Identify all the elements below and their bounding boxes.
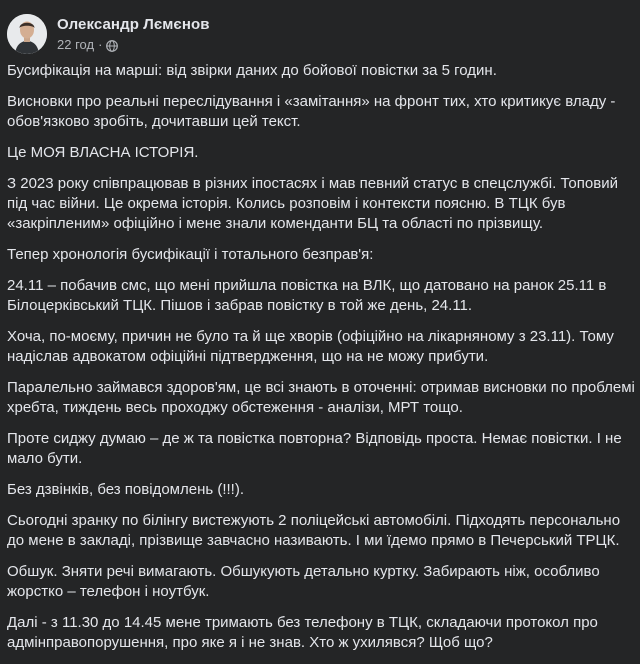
avatar-image	[7, 14, 47, 54]
post-paragraph: 24.11 – побачив смс, що мені прийшла повістка на ВЛК, що датовано на ранок 25.11 в Білоцерківський ТЦК. Пішов і забрав повістку в той же день, 24.11.	[7, 277, 607, 314]
post-timestamp[interactable]: 22 год	[57, 37, 95, 52]
post-paragraph: Це МОЯ ВЛАСНА ІСТОРІЯ.	[7, 144, 199, 161]
post-paragraph: Обшук. Зняти речі вимагають. Обшукують детально куртку. Забирають ніж, особливо жорстко – телефон і ноутбук.	[7, 563, 600, 600]
post-paragraph: Проте сиджу думаю – де ж та повістка повторна? Відповідь проста. Немає повістки. І не мало бути.	[7, 430, 622, 467]
author-name[interactable]: Олександр Лємєнов	[57, 16, 210, 33]
meta-separator: ·	[98, 37, 103, 52]
post-paragraph: Висновки про реальні переслідування і «замітання» на фронт тих, хто критикує владу - обов'язково зробіть, дочитавши цей текст.	[7, 93, 616, 130]
post-paragraph: З 2023 року співпрацював в різних іпостасях і мав певний статус в спецслужбі. Топовий під час війни. Це окрема історія. Колись розповім і контексти поясню. В ТЦК був «закріпленим» офіційно і мене знали коменданти БЦ та області по прізвищу.	[7, 175, 618, 232]
author-block	[57, 15, 210, 53]
post-body	[7, 61, 637, 664]
post-paragraph: Тепер хронологія бусифікації і тотального безправ'я:	[7, 246, 374, 263]
post-header	[7, 10, 210, 58]
post-paragraph: Далі - з 11.30 до 14.45 мене тримають без телефону в ТЦК, складаючи протокол про адмінправопорушення, про яке я і не знав. Хто ж ухилявся? Щоб що?	[7, 614, 598, 651]
author-avatar[interactable]	[7, 14, 47, 54]
post-paragraph: Паралельно займався здоров'ям, це всі знають в оточенні: отримав висновки по проблемі хребта, тиждень весь проходжу обстеження - аналізи, МРТ тощо.	[7, 379, 635, 416]
globe-icon[interactable]	[106, 39, 118, 51]
post-meta	[57, 36, 210, 53]
post-paragraph: Без дзвінків, без повідомлень (!!!).	[7, 481, 244, 498]
post-paragraph: Хоча, по-моєму, причин не було та й ще хворів (офіційно на лікарняному з 23.11). Тому надіслав адвокатом офіційні підтвердження, що на не можу прибути.	[7, 328, 614, 365]
post-paragraph: Сьогодні зранку по білінгу вистежують 2 поліцейські автомобілі. Підходять персонально до мене в закладі, прізвище завчасно називають. І ми їдемо прямо в Печерський ТРЦК.	[7, 512, 621, 549]
post-paragraph: Бусифікація на марші: від звірки даних до бойової повістки за 5 годин.	[7, 62, 497, 79]
